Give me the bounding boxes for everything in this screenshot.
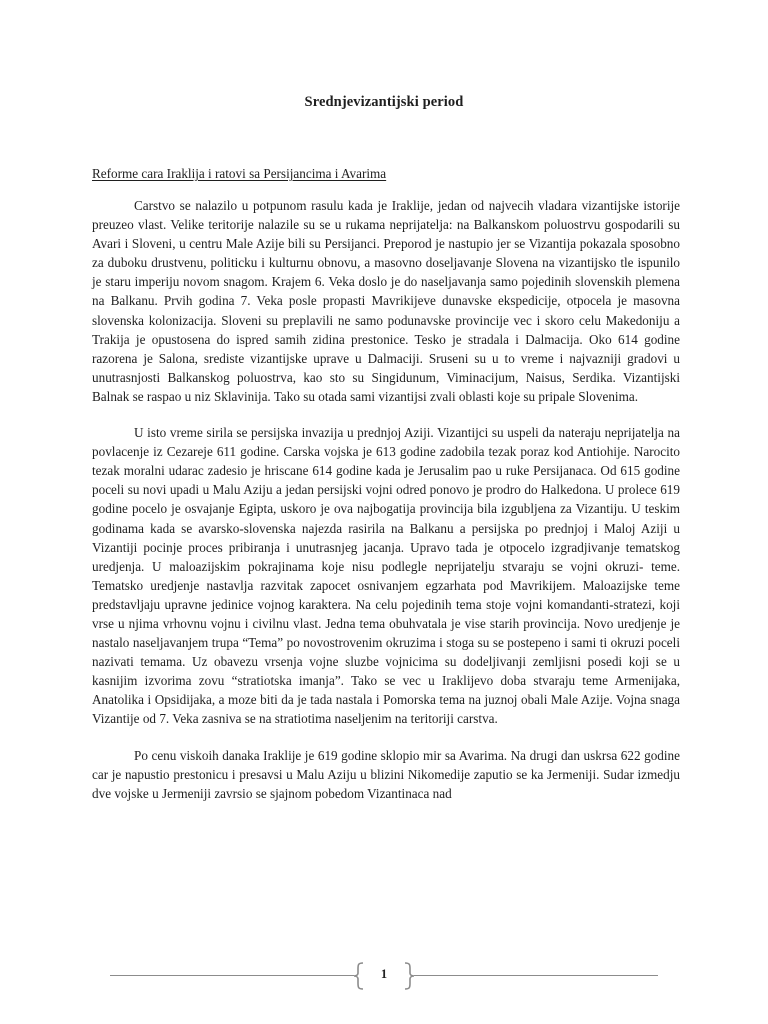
section-heading: Reforme cara Iraklija i ratovi sa Persijancima i Avarima xyxy=(92,166,387,181)
footer-rule-right xyxy=(414,975,658,976)
page-number: 1 xyxy=(380,967,388,981)
paragraph: Po cenu viskoih danaka Iraklije je 619 godine sklopio mir sa Avarima. Na drugi dan uskrsa 622 godine car je napustio prestonicu i presavsi u Malu Aziju u blizini Nikomedije zaputio se ka Jermeniji. Sudar izmedju dve vojske u Jermeniji zavrsio se sjajnom pobedom Vizantinaca nad xyxy=(92,747,680,801)
paragraph: U isto vreme sirila se persijska invazija u prednjoj Aziji. Vizantijci su uspeli da nateraju neprijatelja na povlacenje iz Cezareje 611 godine. Carska vojska je 613 godine zadobila tezak poraz kod Antiohije. Narocito tezak moralni udarac zadesio je hriscane 614 godine kada je Jerusalim pao u ruke Persijanaca. Od 615 godine poceli su novi upadi u Malu Aziju a jedan persijski vojni odred ponovo je prodro do Halkedona. U prolece 619 godine pocelo je osvajanje Egipta, uskoro je ova najbogatija provincija bila izgubljena za Vizantiju. U teskim godinama kada se avarsko-slovenska najezda rasirila na Balkanu a persijska po prednjoj i Maloj Aziji u Vizantiji pocinje proces pribiranja i unutrasnjeg jacanja. Upravo tada je otpocelo izgradjivanje tematskog uredjenja. U maloazijskim pokrajinama koje nisu podlegle neprijatelju stvaraju se vojni okruzi- teme. Tematsko uredjenje nastavlja razvitak zapocet osnivanjem egzarhata pod Mavrikijem. Maloazijske teme predstavljaju upravne jedinice vojnog karaktera. Na celu pojedinih tema stoje vojni komandanti-stratezi, koji vrse u njima vrhovnu vojnu i civilnu vlast. Jedna tema obuhvatala je vise starih provincija. Novo uredjenje je nastalo naseljavanjem trupa “Tema” po novostrovenim okruzima i stoga su se postepeno i sami ti okruzi poceli nazivati temama. Uz obavezu vrsenja vojne sluzbe vojnicima su dodeljivanji zemljisni posedi koji se u kasnijim izvorima zovu “stratiotska imanja”. Tako se vec u Iraklijevo doba stvaraju teme Armenijaka, Anatolika i Opsidijaka, a moze biti da je tada nastala i Pomorska tema na juznoj obali Male Azije. Vojna snaga Vizantije od 7. Veka zasniva se na stratiotima naseljenim na teritoriji carstva. xyxy=(92,425,680,727)
paragraph: Carstvo se nalazilo u potpunom rasulu kada je Iraklije, jedan od najvecih vladara vizantijske istorije preuzeo vlast. Velike teritorije nalazile su se u rukama neprijatelja: na Balkanskom poluostrvu gospodarili su Avari i Sloveni, u centru Male Azije bili su Persijanci. Preporod je nastupio jer se Vizantija pokazala sposobno za duboku drustvenu, politicku i kulturnu obnovu, a masovno doseljavanje Slovena na vizantijsko tle ispunilo je staru imperiju novom snagom. Krajem 6. Veka doslo je do naseljavanja samo pojedinih slovenskih plemena na Balkanu. Prvih godina 7. Veka posle propasti Mavrikijeve dunavske ekspedicije, otpocela je masovna slovenska kolonizacija. Sloveni su preplavili ne samo podunavske provincije vec i skoro celu Makedoniju a Trakija je opustosena do ispred samih zidina prestonice. Tesko je stradala i Dalmacija. Oko 614 godine razorena je Salona, srediste vizantijske uprave u Dalmaciji. Sruseni su u to vreme i najvazniji gradovi u unutrasnjosti Balkanskog poluostrva, kao sto su Singidunum, Viminacijum, Naisus, Serdika. Vizantijski Balnak se raspao u niz Sklavinija. Tako su otada sami vizantijsi zvali oblasti koje su pripale Slovenima. xyxy=(92,198,680,404)
footer-rule-left xyxy=(110,975,354,976)
page-footer xyxy=(110,962,658,992)
page-number-brace xyxy=(354,962,414,990)
page-title: Srednjevizantijski period xyxy=(304,94,464,110)
body-text xyxy=(92,196,680,820)
